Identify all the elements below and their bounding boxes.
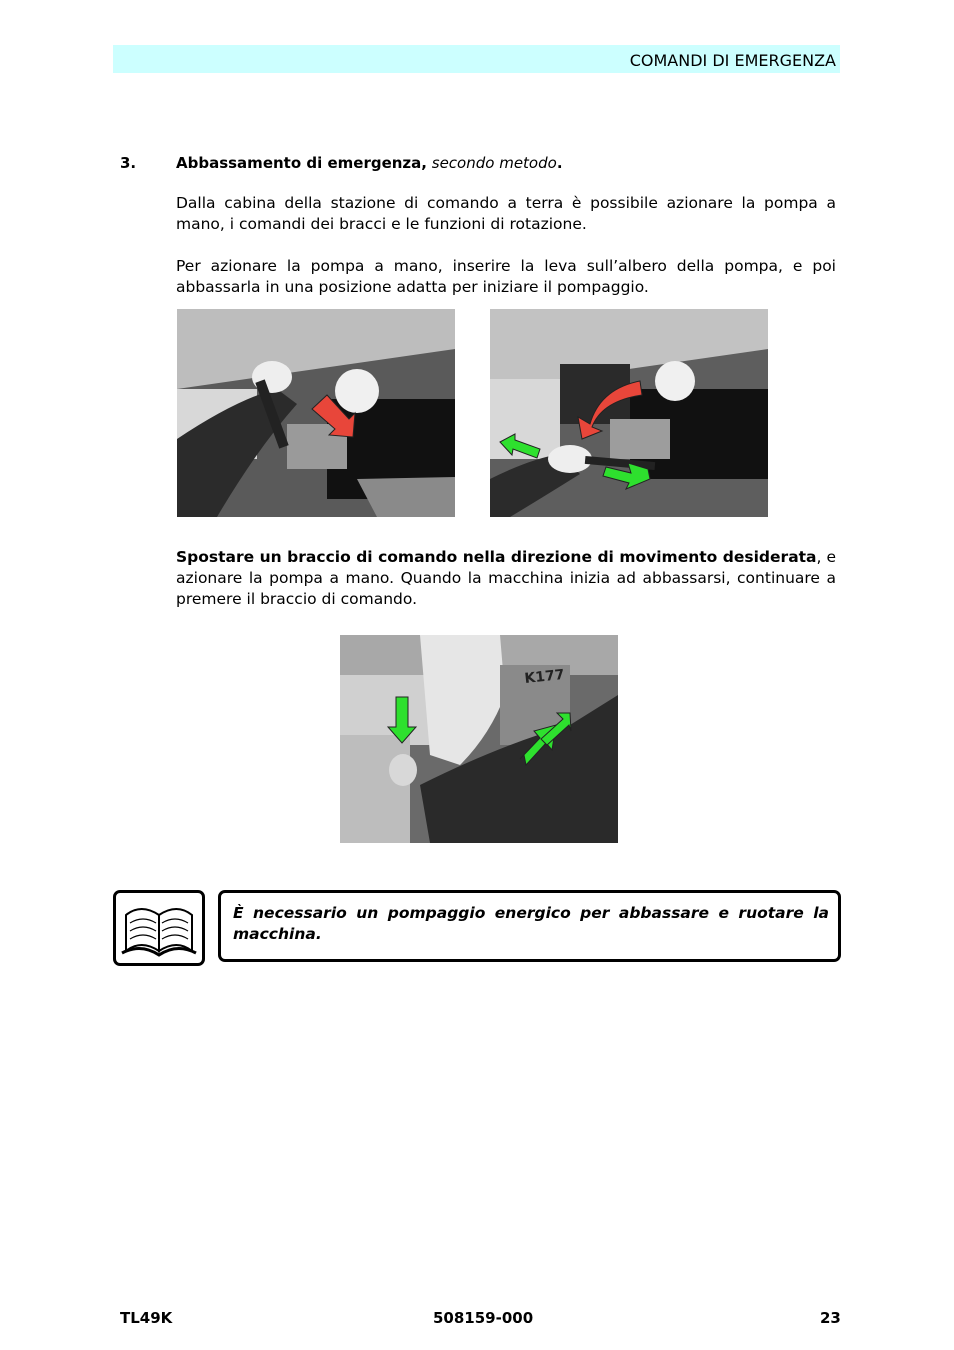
photo-control-arm <box>340 635 618 843</box>
header-bar <box>113 45 840 73</box>
note-box <box>218 890 841 962</box>
paragraph-1: Dalla cabina della stazione di comando a terra è possibile azionare la pompa a mano, i comandi dei bracci e le funzioni di rotazione. <box>176 194 836 233</box>
section-title-end: . <box>556 154 563 172</box>
open-book-icon <box>116 893 202 963</box>
photo-pump-operation <box>490 309 768 517</box>
section-title-bold: Abbassamento di emergenza, <box>176 154 427 172</box>
paragraph-3-bold: Spostare un braccio di comando nella direzione di movimento desiderata <box>176 548 817 566</box>
header-title: COMANDI DI EMERGENZA <box>629 51 836 70</box>
paragraph-2: Per azionare la pompa a mano, inserire la leva sull’albero della pompa, e poi abbassarla in una posizione adatta per iniziare il pompaggio. <box>176 257 836 296</box>
section-number: 3. <box>120 154 137 172</box>
paragraph-3-rest: , e azionare la pompa a mano. Quando la macchina inizia ad abbassarsi, continuare a premere il braccio di comando. <box>176 548 837 608</box>
paragraph-3 <box>176 547 836 610</box>
footer-code: 508159-000 <box>433 1309 534 1327</box>
note-text: È necessario un pompaggio energico per abbassare e ruotare la macchina. <box>233 904 829 943</box>
footer-model: TL49K <box>120 1309 173 1327</box>
section-title-italic: secondo metodo <box>431 154 557 172</box>
footer-page-number: 23 <box>820 1309 841 1327</box>
note-icon-box <box>113 890 205 966</box>
section-title <box>176 154 563 172</box>
photo-pump-lever-insert <box>177 309 455 517</box>
photo-label-k177: K177 <box>523 666 566 687</box>
